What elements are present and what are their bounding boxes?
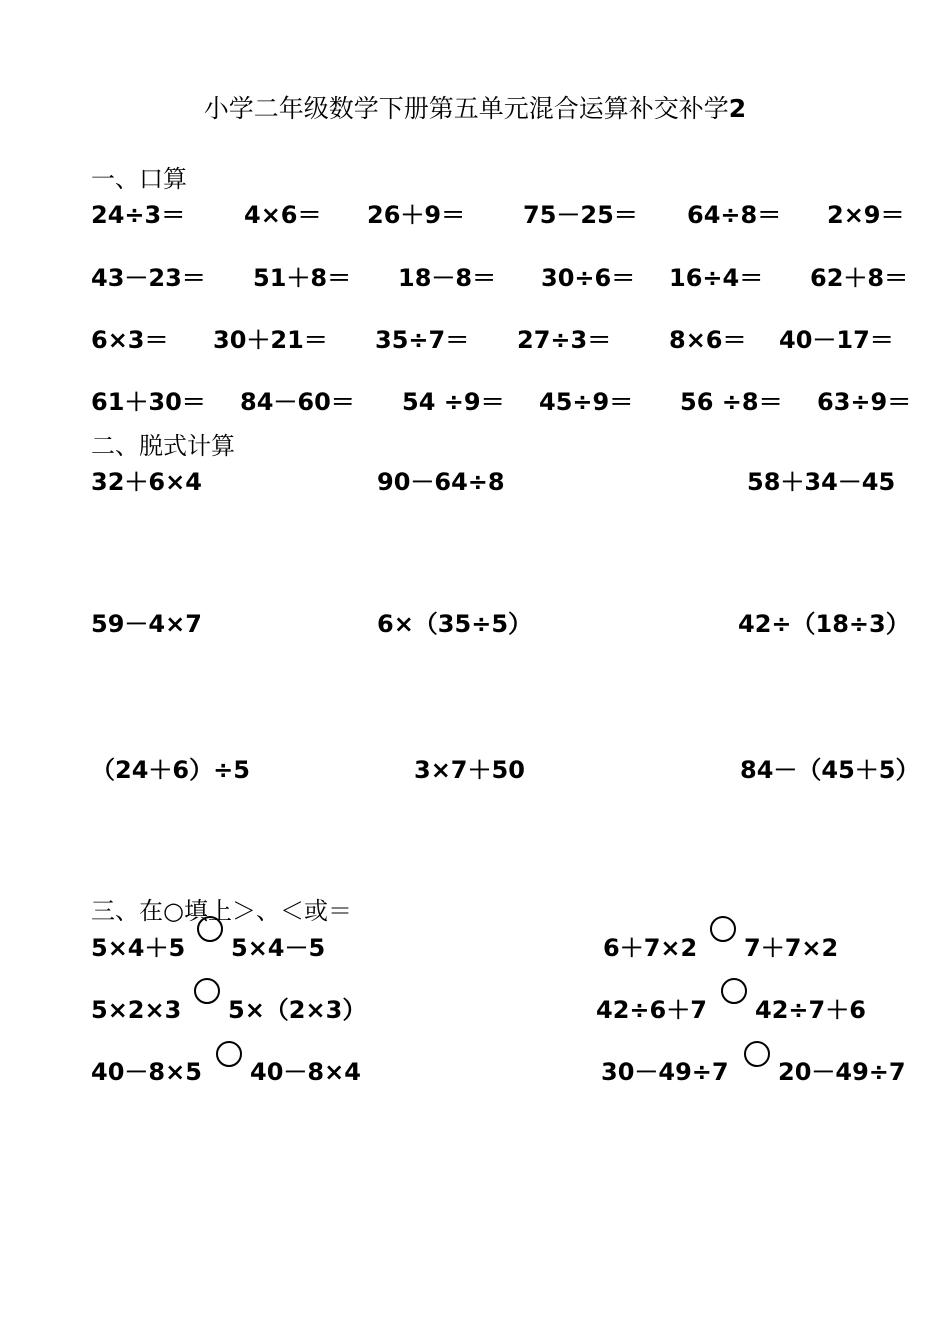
compare-right: 20－49÷7 — [778, 1058, 906, 1086]
calc-problem: 58＋34－45 — [747, 468, 896, 496]
oral-problem: 84－60＝ — [240, 388, 355, 416]
oral-problem: 62＋8＝ — [810, 264, 909, 292]
blank-circle[interactable] — [197, 916, 223, 942]
calc-problem: 6×（35÷5） — [377, 610, 533, 638]
compare-left: 5×2×3 — [91, 996, 182, 1024]
oral-problem: 43－23＝ — [91, 264, 206, 292]
compare-right: 5×（2×3） — [228, 996, 367, 1024]
page-title — [0, 96, 950, 121]
title-number: 2 — [728, 94, 747, 123]
oral-problem: 27÷3＝ — [517, 326, 612, 354]
calc-problem: （24＋6）÷5 — [91, 756, 250, 784]
oral-problem: 4×6＝ — [244, 201, 322, 229]
oral-problem: 51＋8＝ — [253, 264, 352, 292]
calc-problem: 42÷（18÷3） — [738, 610, 910, 638]
compare-left: 42÷6＋7 — [596, 996, 707, 1024]
oral-problem: 24÷3＝ — [91, 201, 186, 229]
calc-problem: 84－（45＋5） — [740, 756, 920, 784]
oral-problem: 40－17＝ — [779, 326, 894, 354]
oral-problem: 16÷4＝ — [669, 264, 764, 292]
blank-circle[interactable] — [744, 1041, 770, 1067]
compare-left: 5×4＋5 — [91, 934, 186, 962]
compare-right: 5×4－5 — [231, 934, 326, 962]
compare-right: 40－8×4 — [250, 1058, 361, 1086]
section3-heading: 三、在○填上＞、＜或＝ — [91, 897, 352, 925]
calc-problem: 32＋6×4 — [91, 468, 202, 496]
blank-circle[interactable] — [710, 916, 736, 942]
compare-right: 42÷7＋6 — [755, 996, 866, 1024]
oral-problem: 61＋30＝ — [91, 388, 206, 416]
blank-circle[interactable] — [721, 978, 747, 1004]
calc-problem: 59－4×7 — [91, 610, 202, 638]
oral-problem: 75－25＝ — [523, 201, 638, 229]
oral-problem: 18－8＝ — [398, 264, 497, 292]
oral-problem: 30＋21＝ — [213, 326, 328, 354]
oral-problem: 2×9＝ — [827, 201, 905, 229]
oral-problem: 45÷9＝ — [539, 388, 634, 416]
title-text: 小学二年级数学下册第五单元混合运算补交补学 — [203, 94, 729, 123]
oral-problem: 54 ÷9＝ — [402, 388, 505, 416]
compare-left: 6＋7×2 — [603, 934, 698, 962]
section2-heading: 二、脱式计算 — [91, 432, 235, 460]
compare-left: 30－49÷7 — [601, 1058, 729, 1086]
calc-problem: 3×7＋50 — [414, 756, 525, 784]
compare-right: 7＋7×2 — [744, 934, 839, 962]
section1-heading: 一、口算 — [91, 165, 187, 193]
oral-problem: 64÷8＝ — [687, 201, 782, 229]
blank-circle[interactable] — [216, 1041, 242, 1067]
oral-problem: 63÷9＝ — [817, 388, 912, 416]
compare-left: 40－8×5 — [91, 1058, 202, 1086]
blank-circle[interactable] — [194, 978, 220, 1004]
oral-problem: 8×6＝ — [669, 326, 747, 354]
oral-problem: 35÷7＝ — [375, 326, 470, 354]
oral-problem: 6×3＝ — [91, 326, 169, 354]
oral-problem: 56 ÷8＝ — [680, 388, 783, 416]
calc-problem: 90－64÷8 — [377, 468, 505, 496]
oral-problem: 30÷6＝ — [541, 264, 636, 292]
oral-problem: 26＋9＝ — [367, 201, 466, 229]
